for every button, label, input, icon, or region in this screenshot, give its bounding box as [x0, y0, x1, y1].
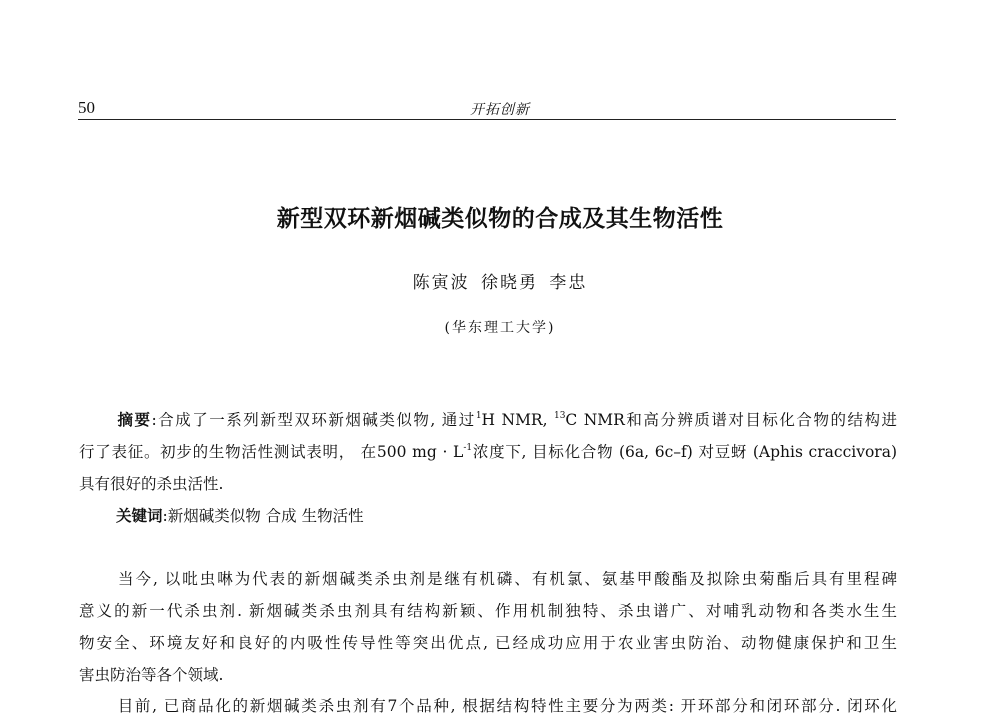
body-paragraph-1: [79, 563, 897, 691]
article-title: 新型双环新烟碱类似物的合成及其生物活性: [276, 205, 724, 232]
abstract-text: H NMR,: [481, 411, 554, 429]
abstract-text: C NMR和高分辨质谱对目标化合物的结构进: [565, 411, 897, 429]
article-affiliation: (华东理工大学): [444, 320, 556, 336]
keywords-text: :新烟碱类似物 合成 生物活性: [162, 507, 364, 525]
abstract-line-1: [79, 404, 897, 436]
keywords-line: [79, 500, 897, 532]
body-line: 害虫防治等各个领域.: [79, 666, 224, 684]
abstract-paragraph: [79, 404, 897, 500]
body-line: 意义的新一代杀虫剂. 新烟碱类杀虫剂具有结构新颖、作用机制独特、杀虫谱广、对哺乳动物和各类水生生: [79, 602, 897, 620]
superscript: -1: [463, 443, 473, 453]
abstract-text: :合成了一系列新型双环新烟碱类似物, 通过: [151, 411, 476, 429]
article-authors: 陈寅波 徐晓勇 李忠: [412, 273, 588, 293]
body-paragraph-2: [79, 690, 897, 722]
body-text: 目前, 已商品化的新烟碱类杀虫剂有7个品种, 根据结构特性主要分为两类: 开环部分和闭环部分. 闭环化: [116, 697, 897, 715]
abstract-text: 行了表征。初步的生物活性测试表明， 在500 mg · L: [79, 443, 464, 461]
superscript: 13: [553, 411, 566, 421]
keywords-paragraph: [79, 500, 897, 532]
body-text: 当今, 以吡虫啉为代表的新烟碱类杀虫剂是继有机磷、有机氯、氨基甲酸酯及拟除虫菊酯后具有里程碑: [116, 570, 897, 588]
body-line: [79, 690, 897, 722]
keywords-label: 关键词: [116, 506, 163, 525]
abstract-line-2: [79, 436, 897, 468]
header-rule: [78, 119, 896, 120]
page-number: 50: [78, 98, 95, 117]
abstract-label: 摘要: [116, 410, 152, 429]
superscript: 1: [475, 411, 482, 421]
body-line: 物安全、环境友好和良好的内吸性传导性等突出优点, 已经成功应用于农业害虫防治、动物健康保护和卫生: [79, 634, 897, 652]
running-title: 开拓创新: [470, 102, 530, 118]
body-line: [79, 563, 897, 595]
abstract-line-3: 具有很好的杀虫活性.: [79, 475, 224, 493]
abstract-text: 浓度下, 目标化合物 (6a, 6c–f) 对豆蚜 (Aphis craccivora): [472, 443, 897, 461]
